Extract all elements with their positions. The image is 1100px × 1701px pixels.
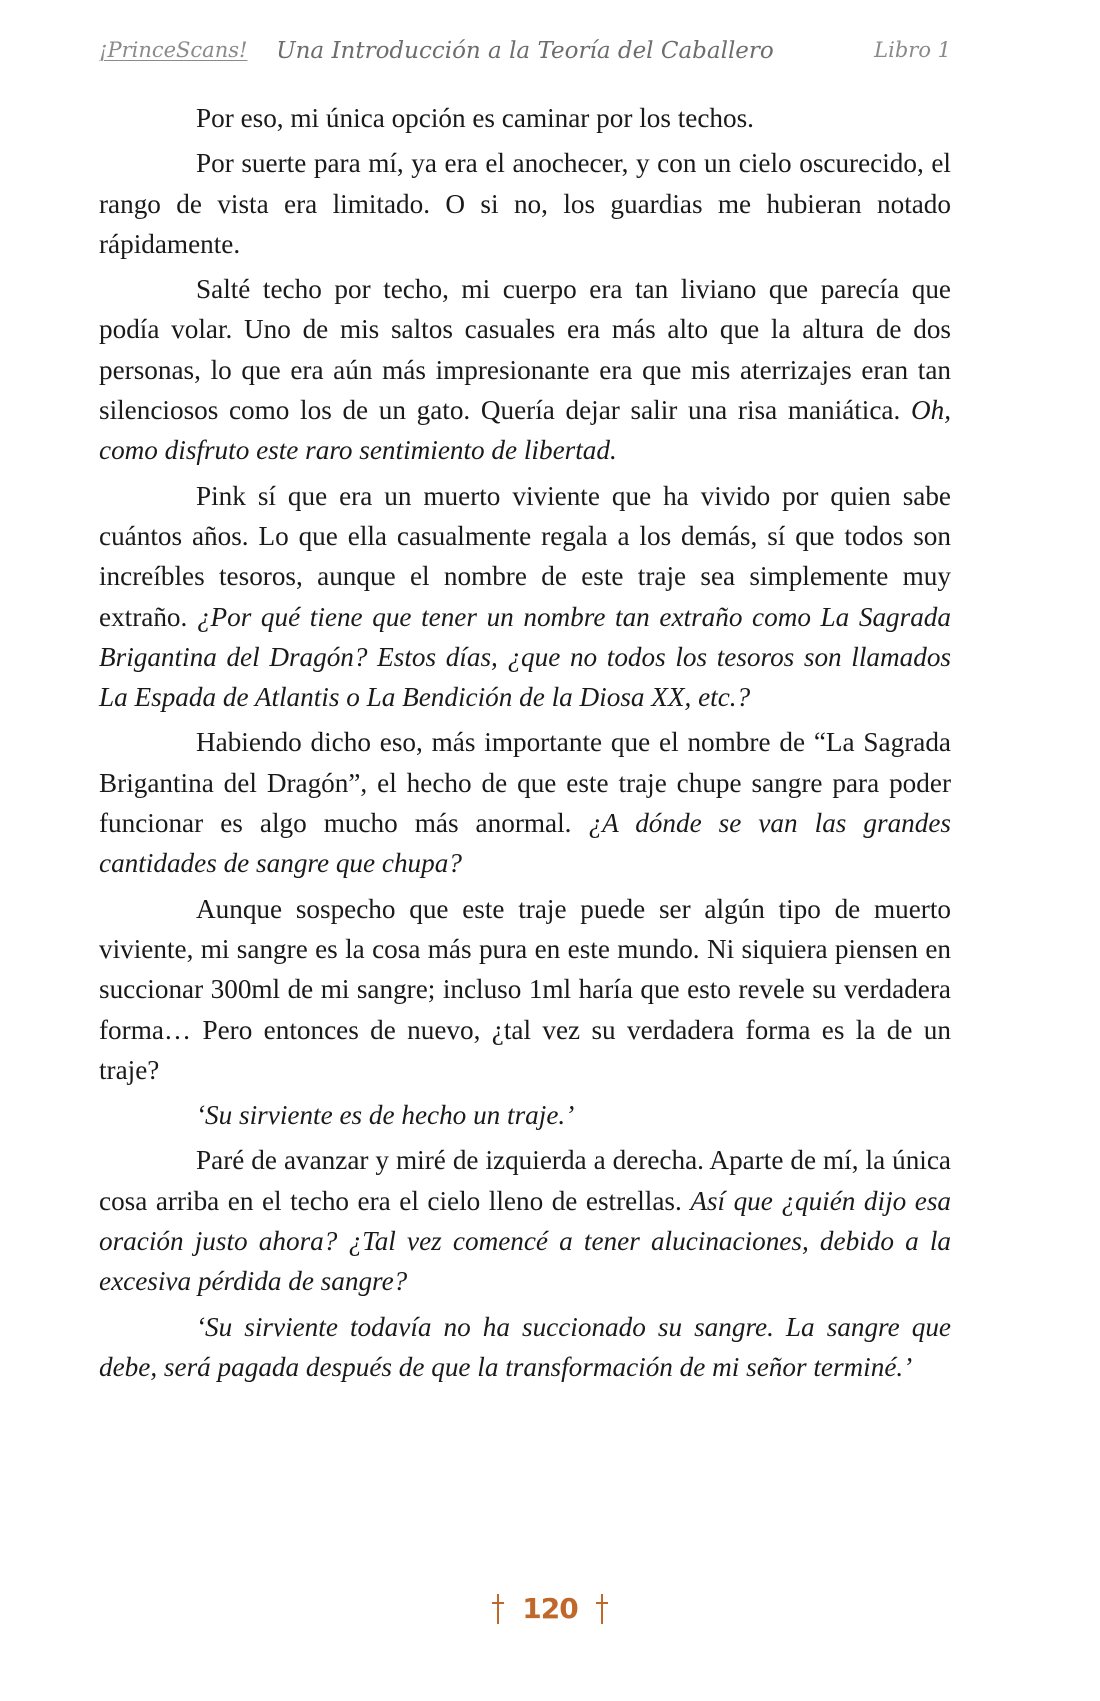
paragraph xyxy=(99,98,951,138)
paragraph xyxy=(99,476,951,718)
text-run: Por eso, mi única opción es caminar por los techos. xyxy=(196,103,754,133)
italic-text: Así que ¿quién dijo esa oración justo ahora? ¿Tal vez comencé a tener alucinaciones, debido a la excesiva pérdida de sangre? xyxy=(99,1185,951,1297)
italic-text: Oh, como disfruto este raro sentimiento de libertad. xyxy=(99,395,951,466)
italic-text: ‘Su sirviente es de hecho un traje.’ xyxy=(196,1100,575,1131)
italic-text: ‘Su sirviente todavía no ha succionado su sangre. La sangre que debe, será pagada después de que la transformación de mi señor terminé.’ xyxy=(99,1311,951,1382)
paragraph xyxy=(99,1095,951,1135)
paragraph xyxy=(99,722,951,883)
page-footer xyxy=(0,1592,1100,1632)
ornament-left-icon xyxy=(492,1594,504,1624)
paragraph xyxy=(99,269,951,470)
ornament-right-icon xyxy=(596,1594,608,1624)
text-run: Por suerte para mí, ya era el anochecer, y con un cielo oscurecido, el rango de vista era limitado. O si no, los guardias me hubieran notado rápidamente. xyxy=(99,148,951,259)
header-book-title: Una Introducción a la Teoría del Caballero xyxy=(276,38,774,64)
text-run: Aunque sospecho que este traje puede ser algún tipo de muerto viviente, mi sangre es la cosa más pura en este mundo. Ni siquiera piensen en succionar 300ml de mi sangre; incluso 1ml haría que esto revele su verdadera forma… Pero entonces de nuevo, ¿tal vez su verdadera forma es la de un traje? xyxy=(99,893,951,1085)
paragraph xyxy=(99,1140,951,1301)
page-body-text xyxy=(99,98,951,1392)
text-run: Habiendo dicho eso, más importante que el nombre de “La Sagrada Brigantina del Dragón”, el hecho de que este traje chupe sangre para poder funcionar es algo mucho más anormal. xyxy=(99,727,951,839)
header-scanlator-link[interactable]: ¡PrinceScans! xyxy=(99,38,248,62)
text-run: Paré de avanzar y miré de izquierda a derecha. Aparte de mí, la única cosa arriba en el techo era el cielo lleno de estrellas. xyxy=(99,1145,951,1216)
paragraph xyxy=(99,889,951,1090)
header-volume: Libro 1 xyxy=(874,38,951,62)
paragraph xyxy=(99,143,951,264)
italic-text: ¿Por qué tiene que tener un nombre tan extraño como La Sagrada Brigantina del Dragón? Estos días, ¿que no todos los tesoros son llamados La Espada de Atlantis o La Bendición de la Diosa XX, etc.? xyxy=(99,601,951,713)
text-run: Pink sí que era un muerto viviente que ha vivido por quien sabe cuántos años. Lo que ella casualmente regala a los demás, sí que todos son increíbles tesoros, aunque el nombre de este traje sea simplemente muy extraño. xyxy=(99,480,951,632)
italic-text: ¿A dónde se van las grandes cantidades de sangre que chupa? xyxy=(99,808,951,879)
running-header xyxy=(99,38,951,74)
page-number: 120 xyxy=(522,1592,578,1625)
paragraph xyxy=(99,1307,951,1388)
text-run: Salté techo por techo, mi cuerpo era tan liviano que parecía que podía volar. Uno de mis saltos casuales era más alto que la altura de dos personas, lo que era aún más impresionante era que mis aterrizajes eran tan silenciosos como los de un gato. Quería dejar salir una risa maniática. xyxy=(99,274,951,426)
